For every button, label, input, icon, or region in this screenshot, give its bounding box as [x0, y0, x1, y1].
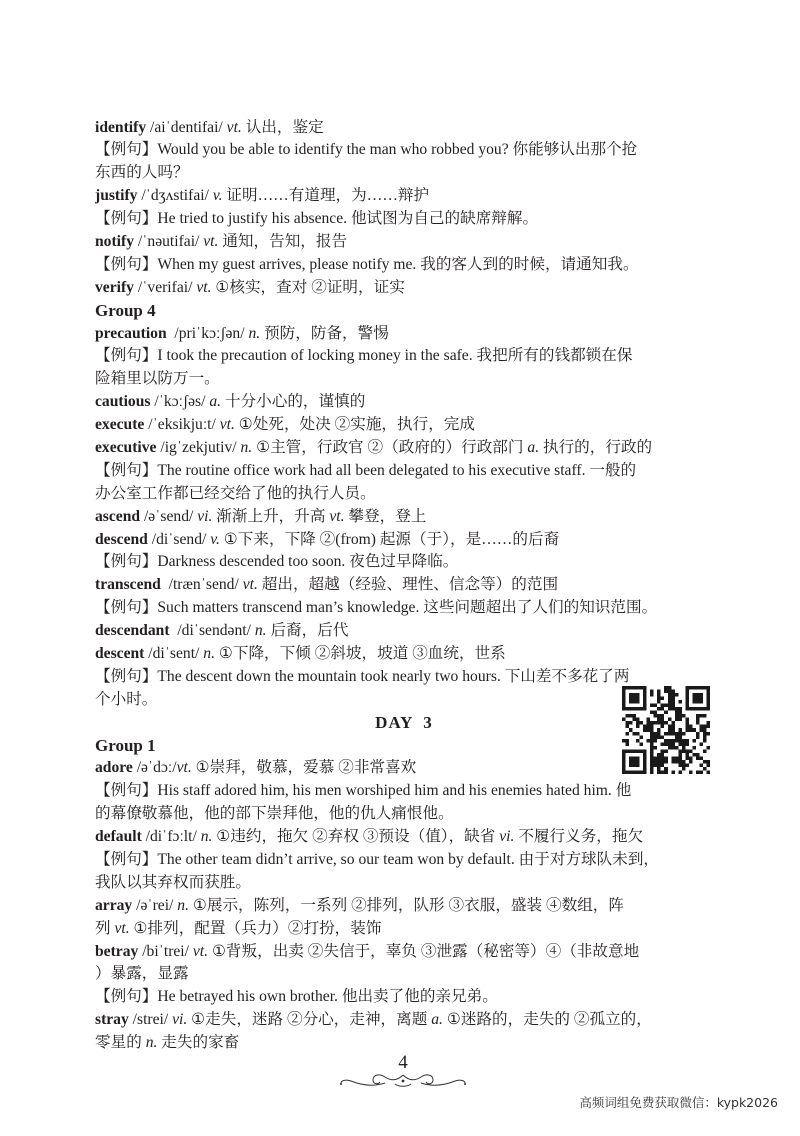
part-of-speech: vi.: [197, 507, 213, 525]
line-text: 【例句】He betrayed his own brother. 他出卖了他的亲兄弟。: [95, 988, 498, 1006]
part-of-speech: vt.: [192, 942, 209, 960]
continuation-line: [95, 872, 713, 895]
headword: ascend: [95, 507, 141, 525]
part-of-speech: vt.: [176, 759, 192, 777]
line-text: 的幕僚敬慕他，他的部下崇拜他，他的仇人痛恨他。: [95, 805, 454, 823]
line-text: ①主管，行政官 ②（政府的）行政部门: [252, 438, 528, 456]
word-entry-line: [95, 437, 713, 460]
line-text: ①背叛，出卖 ②失信于，辜负 ③泄露（秘密等）④（非故意地: [208, 942, 640, 960]
part-of-speech: vi.: [172, 1011, 188, 1029]
part-of-speech: v.: [212, 187, 223, 205]
continuation-line: [95, 803, 713, 826]
line-text: ①下来，下降 ②(from) 起源（于），是……的后裔: [219, 530, 560, 548]
headword: adore: [95, 759, 133, 777]
line-text: 超出，超越（经验、理性、信念等）的范围: [257, 576, 559, 594]
line-text: ①崇拜，敬慕，爱慕 ②非常喜欢: [191, 759, 417, 777]
part-of-speech: vt.: [196, 278, 212, 296]
headword: array: [95, 896, 133, 914]
line-text: 【例句】I took the precaution of locking money in the safe. 我把所有的钱都锁在保: [95, 347, 633, 365]
line-text: ①排列，配置（兵力）②打扮，装饰: [129, 919, 382, 937]
headword: default: [95, 828, 142, 846]
headword: executive: [95, 438, 157, 456]
line-text: 十分小心的，谨慎的: [221, 393, 366, 411]
line-text: 【例句】The descent down the mountain took nearly two hours. 下山差不多花了两: [95, 667, 630, 685]
part-of-speech: n.: [240, 438, 253, 456]
line-text: /biˈtrei/: [138, 942, 193, 960]
line-text: /aiˈdentifai/: [146, 118, 227, 136]
headword: transcend: [95, 576, 161, 594]
word-entry-line: [95, 941, 713, 964]
headword: execute: [95, 416, 145, 434]
part-of-speech: vt.: [203, 232, 219, 250]
line-text: 个小时。: [95, 690, 158, 708]
line-text: ①违约，拖欠 ②弃权 ③预设（值），缺省: [212, 828, 500, 846]
example-sentence-line: [95, 139, 713, 162]
part-of-speech: a.: [431, 1011, 443, 1029]
word-entry-line: [95, 117, 713, 140]
headword: stray: [95, 1011, 129, 1029]
line-text: 东西的人吗？: [95, 164, 189, 182]
continuation-line: [95, 483, 713, 506]
line-text: /strei/: [128, 1011, 173, 1029]
part-of-speech: n.: [177, 896, 189, 914]
line-text: 【例句】The routine office work had all been delegated to his executive staff. 一般的: [95, 461, 637, 479]
line-text: /ˈdʒʌstifai/: [137, 187, 213, 205]
line-text: 通知，告知，报告: [218, 232, 348, 250]
line-text: ）暴露，显露: [95, 965, 189, 983]
line-text: 【例句】His staff adored him, his men worshiped him and his enemies hated him. 他: [95, 782, 632, 800]
part-of-speech: vt.: [226, 118, 242, 136]
line-text: 走失的家畜: [157, 1034, 240, 1052]
word-entry-line: [95, 529, 713, 552]
line-text: /diˈsent/: [144, 644, 204, 662]
example-sentence-line: [95, 986, 713, 1009]
qr-code: [622, 686, 710, 774]
group-heading: Group 1: [95, 735, 156, 755]
word-entry-line: [95, 1009, 713, 1032]
line-text: /əˈdɔː/: [132, 759, 177, 777]
line-text: /diˈsend/: [147, 530, 211, 548]
group-heading: Group 4: [95, 300, 156, 320]
example-sentence-line: [95, 551, 713, 574]
line-text: 【例句】He tried to justify his absence. 他试图为自己的缺席辩解。: [95, 210, 539, 228]
example-sentence-line: [95, 345, 713, 368]
part-of-speech: a.: [209, 393, 222, 411]
example-sentence-line: [95, 597, 713, 620]
footer-note: 高频词组免费获取微信：kypk2026: [579, 1095, 778, 1110]
word-entry-line: [95, 757, 713, 780]
part-of-speech: vi.: [499, 828, 515, 846]
word-entry-line: [95, 574, 713, 597]
line-text: /trænˈsend/: [160, 576, 243, 594]
example-sentence-line: [95, 849, 713, 872]
line-text: 险箱里以防万一。: [95, 370, 220, 388]
day-title: DAY 3: [375, 712, 433, 732]
line-text: /igˈzekjutiv/: [156, 438, 241, 456]
line-text: /əˈsend/: [140, 507, 198, 525]
word-entry-line: [95, 506, 713, 529]
line-text: 【例句】The other team didn’t arrive, so our team won by default. 由于对方球队未到，: [95, 851, 660, 868]
headword: verify: [95, 278, 134, 296]
part-of-speech: n.: [145, 1034, 158, 1052]
headword: identify: [95, 118, 147, 136]
line-text: 后裔，后代: [266, 622, 349, 640]
part-of-speech: n.: [254, 622, 267, 640]
word-entry-line: [95, 826, 713, 849]
line-text: ①迷路的，走失的 ②孤立的，: [442, 1011, 652, 1029]
line-text: /diˈsendənt/: [169, 622, 255, 640]
word-entry-line: [95, 414, 713, 437]
headword: descendant: [95, 622, 170, 640]
example-sentence-line: [95, 208, 713, 231]
line-text: /ˈverifai/: [133, 278, 197, 296]
line-text: ①展示，陈列，一系列 ②排列，队形 ③衣服，盛装 ④数组，阵: [188, 896, 624, 914]
word-entry-line: [95, 391, 713, 414]
headword: cautious: [95, 393, 151, 411]
line-text: 执行的，行政的: [539, 438, 653, 456]
example-sentence-line: [95, 254, 713, 277]
page-ornament: [333, 1071, 473, 1089]
line-text: 【例句】Such matters transcend man’s knowledge. 这些问题超出了人们的知识范围。: [95, 599, 658, 617]
example-sentence-line: [95, 666, 713, 689]
part-of-speech: vt.: [114, 919, 130, 937]
line-text: 不履行义务，拖欠: [514, 828, 644, 846]
word-entry-line: [95, 895, 713, 918]
vocabulary-list: [95, 117, 713, 1056]
line-text: /ˈnəutifai/: [133, 232, 204, 250]
line-text: /ˈkɔːʃəs/: [150, 393, 210, 411]
part-of-speech: n.: [248, 324, 261, 342]
continuation-line: [95, 963, 713, 986]
line-text: 【例句】When my guest arrives, please notify me. 我的客人到的时候，请通知我。: [95, 255, 639, 273]
part-of-speech: v.: [210, 530, 220, 548]
part-of-speech: n.: [200, 828, 213, 846]
word-entry-line: [95, 277, 713, 300]
word-entry-line: [95, 620, 713, 643]
part-of-speech: a.: [527, 438, 540, 456]
word-entry-line: [95, 323, 713, 346]
line-text: /ˈeksikjuːt/: [144, 416, 220, 434]
headword: notify: [95, 232, 134, 250]
part-of-speech: vt.: [219, 416, 235, 434]
word-entry-line: [95, 643, 713, 666]
line-text: 攀登，登上: [344, 507, 427, 525]
example-sentence-line: [95, 460, 713, 483]
continuation-line: [95, 162, 713, 185]
line-text: /əˈrei/: [132, 896, 178, 914]
line-text: ①处死，处决 ②实施，执行，完成: [234, 416, 475, 434]
continuation-line: [95, 918, 713, 941]
line-text: 认出，鉴定: [241, 118, 324, 136]
headword: justify: [95, 187, 138, 205]
part-of-speech: vt.: [242, 576, 258, 594]
line-text: 渐渐上升，升高: [212, 507, 330, 525]
headword: descent: [95, 644, 145, 662]
line-text: 预防，防备，警惕: [260, 324, 389, 342]
part-of-speech: n.: [203, 644, 215, 662]
headword: precaution: [95, 324, 167, 342]
line-text: ①下降，下倾 ②斜坡，坡道 ③血统，世系: [214, 644, 506, 662]
line-text: /diˈfɔːlt/: [141, 828, 201, 846]
line-text: /priˈkɔːʃən/: [166, 324, 249, 342]
word-entry-line: [95, 231, 713, 254]
continuation-line: [95, 368, 713, 391]
line-text: ①核实，查对 ②证明，证实: [211, 278, 405, 296]
line-text: 我队以其弃权而获胜。: [95, 873, 251, 891]
headword: betray: [95, 942, 139, 960]
line-text: 办公室工作都已经交给了他的执行人员。: [95, 484, 376, 502]
word-entry-line: [95, 185, 713, 208]
headword: descend: [95, 530, 148, 548]
line-text: 【例句】Would you be able to identify the man who robbed you? 你能够认出那个抢: [95, 141, 638, 159]
line-text: 证明……有道理，为……辩护: [222, 187, 430, 205]
part-of-speech: vt.: [329, 507, 345, 525]
continuation-line: [95, 689, 713, 712]
line-text: 列: [95, 919, 115, 937]
line-text: 【例句】Darkness descended too soon. 夜色过早降临。: [95, 553, 459, 571]
line-text: 零星的: [95, 1034, 146, 1052]
line-text: ①走失，迷路 ②分心，走神，离题: [187, 1011, 432, 1029]
page-number: 4: [398, 1052, 408, 1073]
example-sentence-line: [95, 780, 713, 803]
